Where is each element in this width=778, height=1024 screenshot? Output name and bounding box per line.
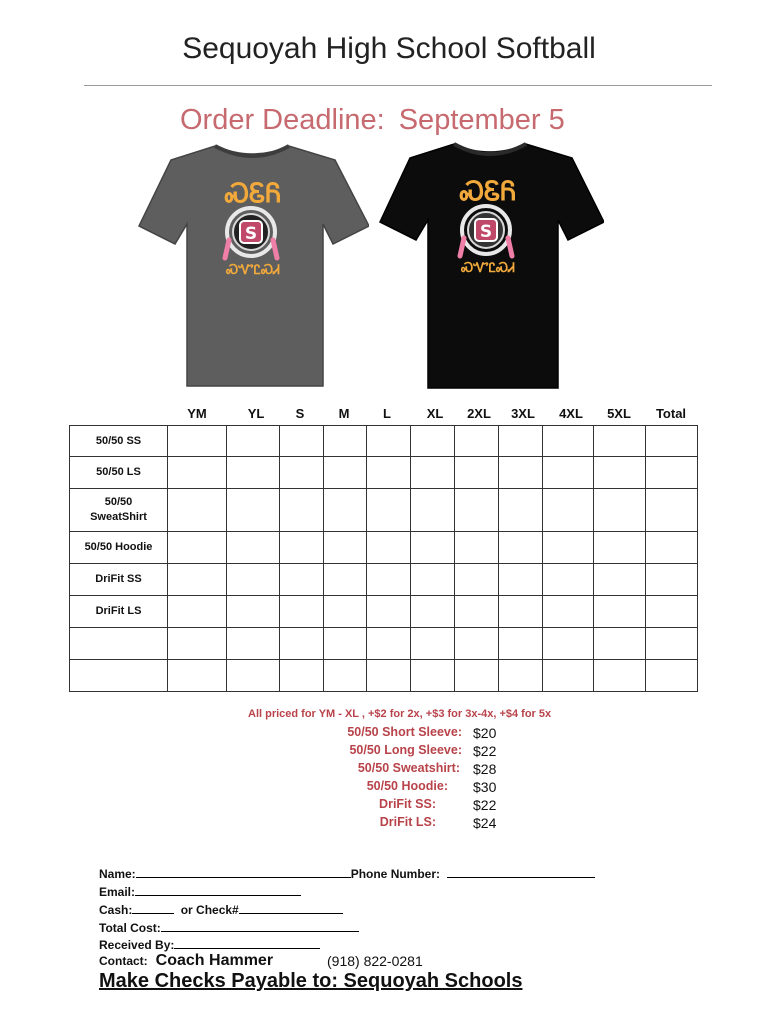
table-row <box>70 532 698 564</box>
size-header: M <box>338 406 350 421</box>
price-row <box>0 779 778 797</box>
quantity-cell[interactable] <box>280 564 324 596</box>
quantity-cell[interactable] <box>367 660 411 692</box>
received-by-field[interactable] <box>174 937 320 949</box>
name-label: Name: <box>99 867 136 881</box>
quantity-cell[interactable] <box>455 628 499 660</box>
order-deadline <box>180 104 565 137</box>
received-by-label: Received By: <box>99 938 175 952</box>
quantity-cell[interactable] <box>543 628 594 660</box>
row-label: DriFit LS <box>70 596 168 628</box>
quantity-cell[interactable] <box>280 660 324 692</box>
quantity-cell[interactable] <box>227 660 280 692</box>
check-label: or Check# <box>180 903 239 917</box>
quantity-cell[interactable] <box>411 532 455 564</box>
row-label: 50/50 LS <box>70 457 168 489</box>
quantity-cell[interactable] <box>227 532 280 564</box>
shirt-logo-letter: S <box>244 224 258 244</box>
quantity-cell[interactable] <box>168 564 227 596</box>
checks-payable-note: Make Checks Payable to: Sequoyah Schools <box>99 970 523 992</box>
deadline-date: September 5 <box>398 104 565 136</box>
total-cost-label: Total Cost: <box>99 921 161 935</box>
price-item-value: $20 <box>473 725 497 741</box>
contact-line <box>99 952 423 972</box>
quantity-cell[interactable] <box>543 660 594 692</box>
quantity-cell[interactable] <box>411 426 455 457</box>
quantity-cell[interactable] <box>280 628 324 660</box>
price-item-name: 50/50 Long Sleeve: <box>349 743 462 757</box>
quantity-cell[interactable] <box>324 564 367 596</box>
size-header: XL <box>426 406 444 421</box>
price-item-name: 50/50 Sweatshirt: <box>357 761 460 775</box>
quantity-cell[interactable] <box>324 628 367 660</box>
quantity-cell[interactable] <box>499 596 543 628</box>
title-divider <box>84 85 712 86</box>
quantity-cell[interactable] <box>324 596 367 628</box>
total-cost-field[interactable] <box>161 920 359 932</box>
row-label[interactable] <box>70 660 168 692</box>
quantity-cell[interactable] <box>411 660 455 692</box>
total-cell[interactable] <box>646 489 698 532</box>
size-header: YM <box>187 406 207 421</box>
size-header: 2XL <box>467 406 491 421</box>
pricing-note: All priced for YM - XL , +$2 for 2x, +$3 for 3x-4x, +$4 for 5x <box>248 708 552 720</box>
row-label[interactable] <box>70 628 168 660</box>
quantity-cell[interactable] <box>324 426 367 457</box>
contact-name: Coach Hammer <box>155 952 274 969</box>
price-item-value: $24 <box>473 815 497 831</box>
quantity-cell[interactable] <box>168 660 227 692</box>
price-row <box>0 725 778 743</box>
cash-label: Cash: <box>99 903 133 917</box>
quantity-cell[interactable] <box>499 532 543 564</box>
quantity-cell[interactable] <box>594 628 646 660</box>
price-item-value: $22 <box>473 743 497 759</box>
quantity-cell[interactable] <box>543 489 594 532</box>
quantity-cell[interactable] <box>499 564 543 596</box>
quantity-cell[interactable] <box>543 564 594 596</box>
total-cell[interactable] <box>646 596 698 628</box>
table-row <box>70 426 698 457</box>
table-row <box>70 596 698 628</box>
email-label: Email: <box>99 885 136 899</box>
quantity-cell[interactable] <box>367 489 411 532</box>
deadline-label: Order Deadline: <box>180 104 385 136</box>
total-cell[interactable] <box>646 532 698 564</box>
price-item-name: DriFit LS: <box>379 815 436 829</box>
quantity-cell[interactable] <box>280 596 324 628</box>
quantity-cell[interactable] <box>455 532 499 564</box>
size-header: S <box>295 406 305 421</box>
quantity-cell[interactable] <box>227 457 280 489</box>
total-cell[interactable] <box>646 628 698 660</box>
quantity-cell[interactable] <box>455 564 499 596</box>
quantity-cell[interactable] <box>168 532 227 564</box>
quantity-cell[interactable] <box>367 426 411 457</box>
size-header: YL <box>247 406 265 421</box>
contact-phone: (918) 822-0281 <box>327 953 423 969</box>
quantity-cell[interactable] <box>543 457 594 489</box>
quantity-cell[interactable] <box>499 660 543 692</box>
quantity-cell[interactable] <box>594 457 646 489</box>
price-row <box>0 761 778 779</box>
row-label <box>70 489 168 532</box>
check-number-field[interactable] <box>239 902 343 914</box>
quantity-cell[interactable] <box>594 489 646 532</box>
quantity-cell[interactable] <box>324 532 367 564</box>
table-row <box>70 489 698 532</box>
quantity-cell[interactable] <box>543 532 594 564</box>
quantity-cell[interactable] <box>411 457 455 489</box>
price-row <box>0 743 778 761</box>
quantity-cell[interactable] <box>411 489 455 532</box>
quantity-cell[interactable] <box>367 564 411 596</box>
received-by-line <box>99 937 320 952</box>
quantity-cell[interactable] <box>324 457 367 489</box>
quantity-cell[interactable] <box>594 660 646 692</box>
price-item-name: DriFit SS: <box>379 797 436 811</box>
gray-tshirt-image <box>137 140 369 390</box>
quantity-cell[interactable] <box>455 596 499 628</box>
email-line <box>99 884 301 899</box>
row-label: DriFit SS <box>70 564 168 596</box>
price-row <box>0 815 778 833</box>
quantity-cell[interactable] <box>411 596 455 628</box>
cash-field[interactable] <box>132 902 174 914</box>
contact-label: Contact: <box>99 954 148 968</box>
quantity-cell[interactable] <box>594 532 646 564</box>
total-cell[interactable] <box>646 426 698 457</box>
size-header: 5XL <box>607 406 631 421</box>
total-cell[interactable] <box>646 564 698 596</box>
quantity-cell[interactable] <box>499 489 543 532</box>
black-tshirt-image <box>378 140 604 392</box>
quantity-cell[interactable] <box>594 426 646 457</box>
quantity-cell[interactable] <box>280 532 324 564</box>
table-row <box>70 564 698 596</box>
quantity-cell[interactable] <box>168 596 227 628</box>
page-title: Sequoyah High School Softball <box>182 32 596 65</box>
size-header: Total <box>655 406 687 421</box>
table-row <box>70 660 698 692</box>
quantity-cell[interactable] <box>455 426 499 457</box>
shirt-logo-top-text: ᏍᏋᏲ <box>459 177 517 207</box>
quantity-cell[interactable] <box>324 660 367 692</box>
shirt-logo-bottom-text: ᏍᏉᏝᏍᏗ <box>226 263 280 278</box>
quantity-cell[interactable] <box>543 596 594 628</box>
quantity-cell[interactable] <box>227 564 280 596</box>
size-header: 4XL <box>559 406 583 421</box>
row-label: 50/50 SS <box>70 426 168 457</box>
quantity-cell[interactable] <box>168 489 227 532</box>
phone-label: Phone Number: <box>350 867 441 881</box>
price-item-name: 50/50 Short Sleeve: <box>347 725 462 739</box>
quantity-cell[interactable] <box>227 426 280 457</box>
quantity-cell[interactable] <box>455 457 499 489</box>
price-item-value: $30 <box>473 779 497 795</box>
quantity-cell[interactable] <box>499 426 543 457</box>
quantity-cell[interactable] <box>367 457 411 489</box>
quantity-cell[interactable] <box>227 628 280 660</box>
total-cell[interactable] <box>646 660 698 692</box>
quantity-cell[interactable] <box>594 564 646 596</box>
size-header: L <box>383 406 391 421</box>
quantity-cell[interactable] <box>280 457 324 489</box>
quantity-cell[interactable] <box>543 426 594 457</box>
total-cell[interactable] <box>646 457 698 489</box>
quantity-cell[interactable] <box>227 596 280 628</box>
quantity-cell[interactable] <box>367 628 411 660</box>
price-item-name: 50/50 Hoodie: <box>366 779 448 793</box>
quantity-cell[interactable] <box>411 628 455 660</box>
name-phone-line <box>99 866 595 881</box>
quantity-cell[interactable] <box>455 489 499 532</box>
quantity-cell[interactable] <box>499 457 543 489</box>
price-row <box>0 797 778 815</box>
quantity-cell[interactable] <box>227 489 280 532</box>
quantity-cell[interactable] <box>324 489 367 532</box>
table-row <box>70 628 698 660</box>
phone-field[interactable] <box>447 866 595 878</box>
name-field[interactable] <box>136 866 351 878</box>
quantity-cell[interactable] <box>280 426 324 457</box>
quantity-cell[interactable] <box>499 628 543 660</box>
quantity-cell[interactable] <box>411 564 455 596</box>
email-field[interactable] <box>135 884 301 896</box>
total-cost-line <box>99 920 359 935</box>
size-header: 3XL <box>511 406 535 421</box>
price-item-value: $22 <box>473 797 497 813</box>
size-header-row <box>0 406 778 426</box>
quantity-cell[interactable] <box>455 660 499 692</box>
quantity-cell[interactable] <box>280 489 324 532</box>
order-table <box>69 425 698 692</box>
quantity-cell[interactable] <box>168 426 227 457</box>
row-label-text: 50/50 SweatShirt <box>90 496 147 523</box>
quantity-cell[interactable] <box>594 596 646 628</box>
table-row <box>70 457 698 489</box>
row-label: 50/50 Hoodie <box>70 532 168 564</box>
quantity-cell[interactable] <box>367 596 411 628</box>
quantity-cell[interactable] <box>168 457 227 489</box>
payment-line <box>99 902 343 917</box>
shirt-logo-bottom-text: ᏍᏉᏝᏍᏗ <box>461 261 515 276</box>
quantity-cell[interactable] <box>367 532 411 564</box>
shirt-logo-top-text: ᏍᏋᏲ <box>224 179 282 209</box>
quantity-cell[interactable] <box>168 628 227 660</box>
price-item-value: $28 <box>473 761 497 777</box>
shirt-logo-letter: S <box>479 222 493 242</box>
